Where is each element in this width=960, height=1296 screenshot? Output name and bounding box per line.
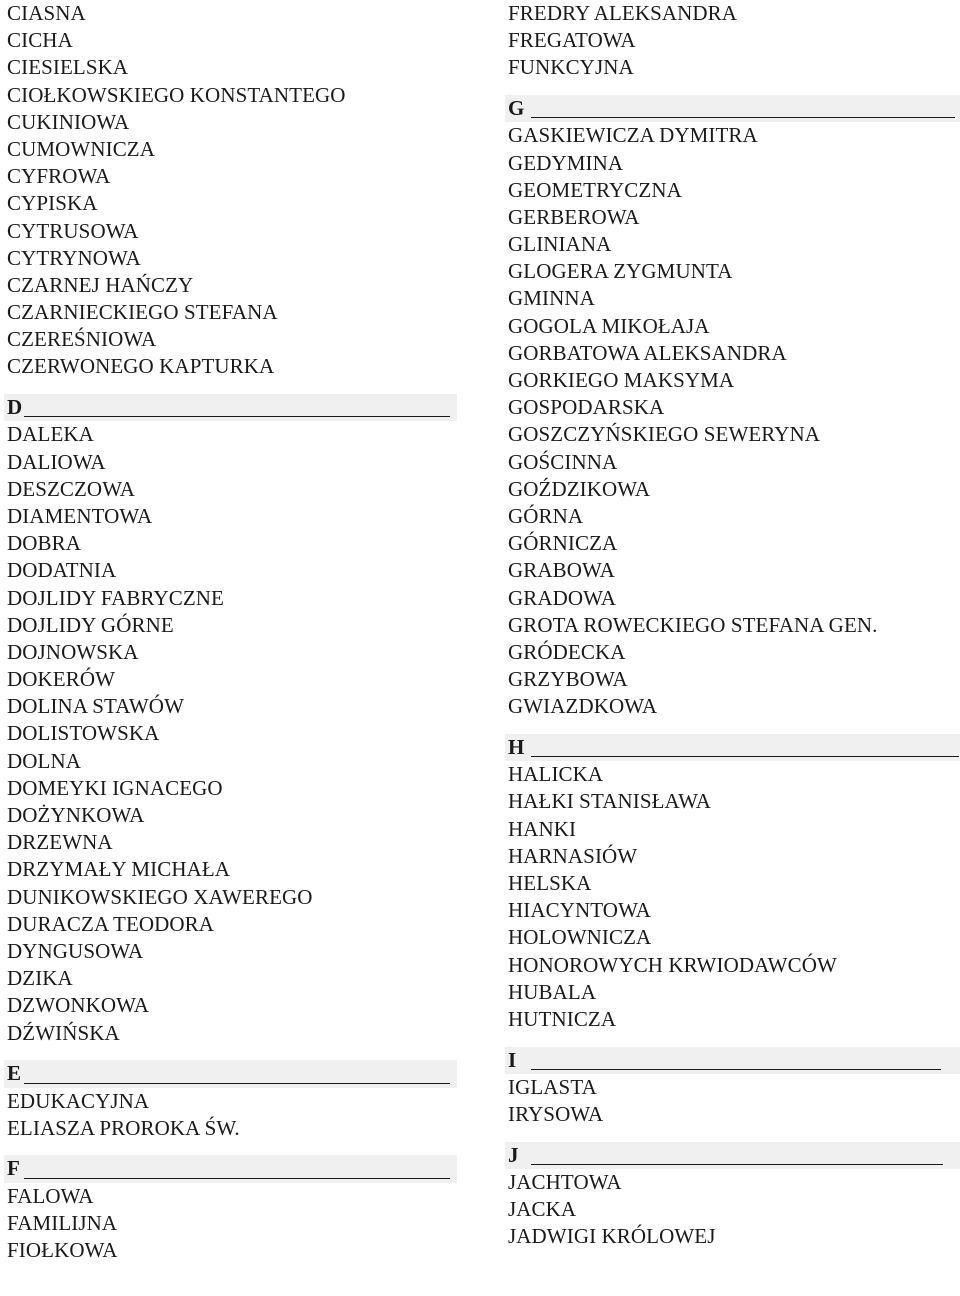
street-name: GRADOWA [508,585,617,610]
street-name: DOMEYKI IGNACEGO [7,775,223,800]
street-name: GOŹDZIKOWA [508,476,651,501]
street-name: DYNGUSOWA [7,938,144,963]
street-name: JACHTOWA [508,1170,622,1195]
street-name: DODATNIA [7,558,117,583]
street-name: CZERWONEGO KAPTURKA [7,354,275,379]
letter-section-header [505,95,960,122]
street-name: FUNKCYJNA [508,55,634,80]
street-name: CIOŁKOWSKIEGO KONSTANTEGO [7,82,346,107]
letter-section-header [4,1060,457,1087]
section-gap [7,1047,457,1061]
letter-section-header [505,1142,960,1169]
street-name: DZWONKOWA [7,993,150,1018]
street-name: GMINNA [508,286,595,311]
street-name: DOŻYNKOWA [7,803,145,828]
street-name: IGLASTA [508,1074,597,1099]
letter-section-header [4,1155,457,1182]
street-name: CZARNEJ HAŃCZY [7,272,194,297]
street-name: JACKA [508,1197,577,1222]
street-name: CYFROWA [7,164,111,189]
street-name: GEOMETRYCZNA [508,177,682,202]
street-name: CYTRUSOWA [7,218,139,243]
street-name: CICHA [7,28,73,53]
street-name: DOJLIDY GÓRNE [7,612,174,637]
street-name: JADWIGI KRÓLOWEJ [508,1224,716,1249]
section-letter: J [508,1142,519,1167]
right-column [508,0,960,1251]
street-name: GORBATOWA ALEKSANDRA [508,340,787,365]
section-gap [7,381,457,395]
section-letter: I [508,1047,517,1072]
street-name: FIOŁKOWA [7,1238,118,1263]
section-gap [7,1142,457,1156]
street-name: GOSPODARSKA [508,395,665,420]
street-name: DOBRA [7,531,82,556]
street-name: FAMILIJNA [7,1210,118,1235]
street-name: DURACZA TEODORA [7,911,215,936]
letter-section-header [505,734,960,761]
street-name: DRZYMAŁY MICHAŁA [7,857,231,882]
header-underline [24,1178,450,1179]
street-name: GEDYMINA [508,150,624,175]
street-name: GROTA ROWECKIEGO STEFANA GEN. [508,612,878,637]
street-name: HONOROWYCH KRWIODAWCÓW [508,952,837,977]
letter-section-header [505,1047,960,1074]
section-letter: G [508,96,525,121]
street-name: GOŚCINNA [508,449,618,474]
street-name: DALEKA [7,422,94,447]
street-name: HUTNICZA [508,1006,617,1031]
street-name: GOGOLA MIKOŁAJA [508,313,710,338]
street-name: DOJNOWSKA [7,639,139,664]
street-name: HOLOWNICZA [508,925,652,950]
street-name: CUMOWNICZA [7,136,155,161]
section-gap [508,720,960,734]
section-letter: D [7,395,23,420]
street-name: DOJLIDY FABRYCZNE [7,585,224,610]
section-gap [508,1128,960,1142]
letter-section-header [4,394,457,421]
street-name: HIACYNTOWA [508,898,651,923]
street-name: GORKIEGO MAKSYMA [508,368,735,393]
street-name: DOLINA STAWÓW [7,694,184,719]
street-name: HUBALA [508,979,597,1004]
street-name: FREDRY ALEKSANDRA [508,1,738,25]
street-name: IRYSOWA [508,1102,604,1127]
street-name: HARNASIÓW [508,843,638,868]
street-name: CIASNA [7,1,86,25]
section-gap [508,1033,960,1047]
street-name: HELSKA [508,871,592,895]
street-name: HANKI [508,816,577,841]
header-underline [24,416,450,417]
street-name: CIESIELSKA [7,55,129,80]
street-name: HAŁKI STANISŁAWA [508,789,711,814]
street-name: CUKINIOWA [7,109,130,134]
street-name: GERBEROWA [508,204,640,229]
street-name: DOKERÓW [7,667,116,692]
section-letter: F [7,1156,20,1181]
street-name: GRZYBOWA [508,667,628,692]
street-name: DESZCZOWA [7,476,136,501]
street-name: GLINIANA [508,232,612,257]
header-underline [531,756,959,757]
street-name: FREGATOWA [508,28,636,53]
street-name: GASKIEWICZA DYMITRA [508,123,758,148]
street-name: ELIASZA PROROKA ŚW. [7,1115,240,1140]
street-name: DALIOWA [7,449,106,474]
street-name: GOSZCZYŃSKIEGO SEWERYNA [508,422,821,447]
street-name: DUNIKOWSKIEGO XAWEREGO [7,884,313,909]
street-name: DŹWIŃSKA [7,1020,120,1045]
header-underline [531,1069,941,1070]
street-name: CZEREŚNIOWA [7,327,157,352]
left-column [7,0,457,1264]
street-name: GWIAZDKOWA [508,694,658,719]
street-name: GÓRNICZA [508,531,618,556]
header-underline [531,117,955,118]
street-name: GRABOWA [508,558,615,583]
street-name: CZARNIECKIEGO STEFANA [7,300,278,325]
street-name: CYPISKA [7,191,98,216]
street-name: GRÓDECKA [508,639,626,664]
street-name: FALOWA [7,1183,94,1208]
street-name: GÓRNA [508,503,584,528]
street-name: EDUKACYJNA [7,1088,150,1113]
section-gap [508,82,960,96]
street-name: DIAMENTOWA [7,503,153,528]
street-name: DOLNA [7,748,81,773]
street-name: DOLISTOWSKA [7,721,160,746]
street-name: DZIKA [7,966,73,991]
section-letter: H [508,735,525,760]
street-name: CYTRYNOWA [7,245,141,270]
section-letter: E [7,1061,22,1086]
header-underline [531,1164,943,1165]
street-name: DRZEWNA [7,830,113,855]
header-underline [24,1083,450,1084]
street-name: HALICKA [508,762,604,787]
street-name: GLOGERA ZYGMUNTA [508,259,733,284]
